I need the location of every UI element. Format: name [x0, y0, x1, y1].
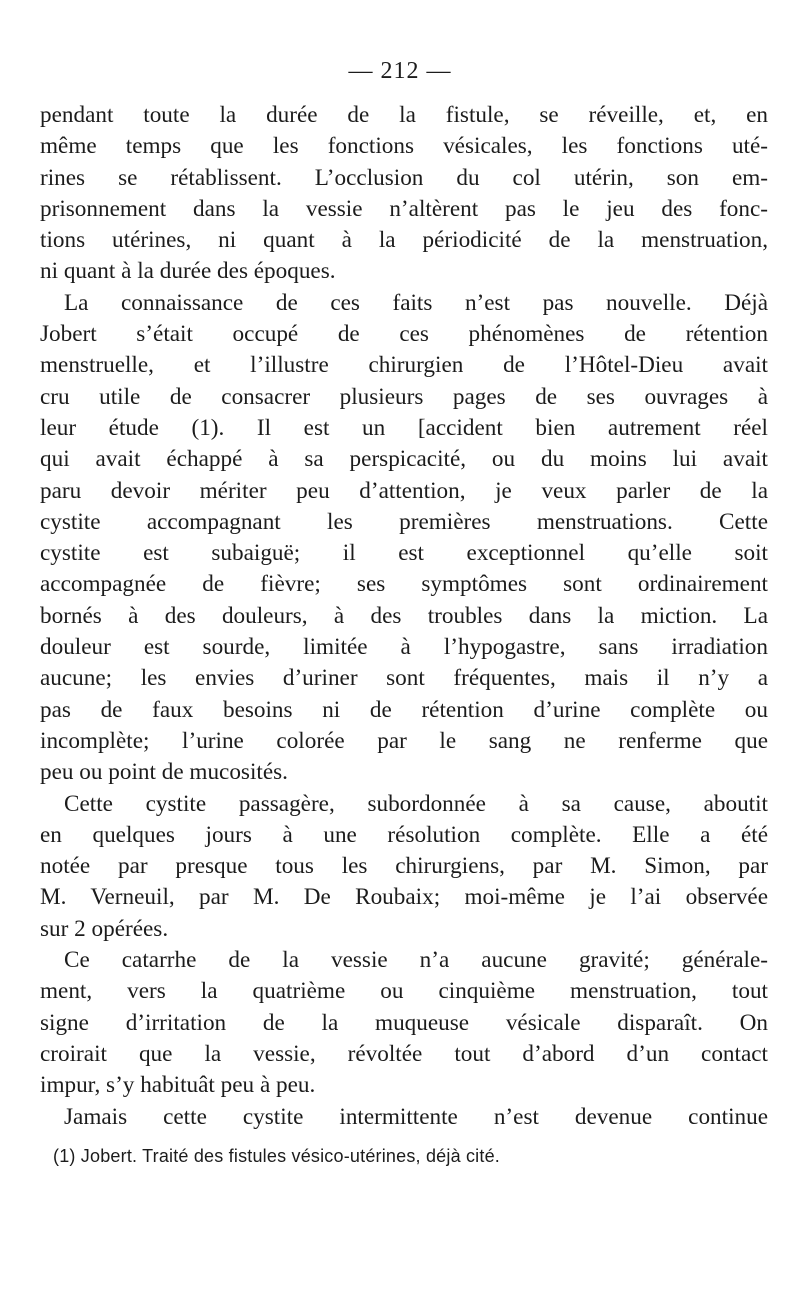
text-line: impur, s’y habituât peu à peu. [40, 1072, 316, 1099]
page-number: — 212 — [348, 58, 452, 84]
text-line: menstruelle, et l’illustre chirurgien de l’Hôtel-Dieu avait [40, 352, 768, 379]
text-line: pendant toute la durée de la fistule, se réveille, et, en [40, 102, 768, 128]
text-line: en quelques jours à une résolution complète. Elle a été [40, 821, 768, 848]
footnote: (1) Jobert. Traité des fistules vésico-utérines, déjà cité. [53, 1146, 500, 1166]
text-line: peu ou point de mucosités. [40, 759, 288, 786]
text-line: La connaissance de ces faits n’est pas nouvelle. Déjà [64, 289, 768, 316]
text-line: Jamais cette cystite intermittente n’est devenue continue [64, 1103, 768, 1130]
text-line: cru utile de consacrer plusieurs pages de ses ouvrages à [40, 383, 768, 410]
text-line: cystite est subaiguë; il est exceptionnel qu’elle soit [40, 540, 768, 567]
text-line: accompagnée de fièvre; ses symptômes sont ordinairement [40, 571, 768, 598]
text-line: bornés à des douleurs, à des troubles dans la miction. La [40, 602, 768, 629]
text-line: Jobert s’était occupé de ces phénomènes de rétention [40, 321, 768, 348]
text-line: Ce catarrhe de la vessie n’a aucune gravité; générale- [64, 947, 768, 974]
body-text [40, 100, 768, 1133]
text-line: leur étude (1). Il est un [accident bien autrement réel [40, 414, 768, 441]
text-line: qui avait échappé à sa perspicacité, ou du moins lui avait [40, 446, 768, 473]
text-line: M. Verneuil, par M. De Roubaix; moi-même je l’ai observée [40, 884, 768, 911]
text-line: aucune; les envies d’uriner sont fréquentes, mais il n’y a [40, 665, 768, 692]
text-line: cystite accompagnant les premières menstruations. Cette [40, 508, 768, 535]
text-line: tions utérines, ni quant à la périodicité de la menstruation, [40, 227, 768, 254]
text-line: douleur est sourde, limitée à l’hypogastre, sans irradiation [40, 634, 768, 661]
text-line: rines se rétablissent. L’occlusion du col utérin, son em- [40, 164, 768, 191]
text-line: prisonnement dans la vessie n’altèrent pas le jeu des fonc- [40, 195, 768, 222]
text-line: ment, vers la quatrième ou cinquième menstruation, tout [40, 978, 768, 1005]
text-line: paru devoir mériter peu d’attention, je veux parler de la [40, 477, 768, 504]
text-line: notée par presque tous les chirurgiens, par M. Simon, par [40, 853, 768, 880]
text-line: Cette cystite passagère, subordonnée à sa cause, aboutit [64, 790, 768, 817]
text-line: pas de faux besoins ni de rétention d’urine complète ou [40, 696, 768, 723]
text-line: sur 2 opérées. [40, 915, 169, 942]
text-line: même temps que les fonctions vésicales, les fonctions uté- [40, 133, 768, 160]
text-line: ni quant à la durée des époques. [40, 258, 336, 285]
text-line: signe d’irritation de la muqueuse vésicale disparaît. On [40, 1009, 768, 1036]
text-line: incomplète; l’urine colorée par le sang ne renferme que [40, 727, 768, 754]
text-line: croirait que la vessie, révoltée tout d’abord d’un contact [40, 1040, 768, 1067]
